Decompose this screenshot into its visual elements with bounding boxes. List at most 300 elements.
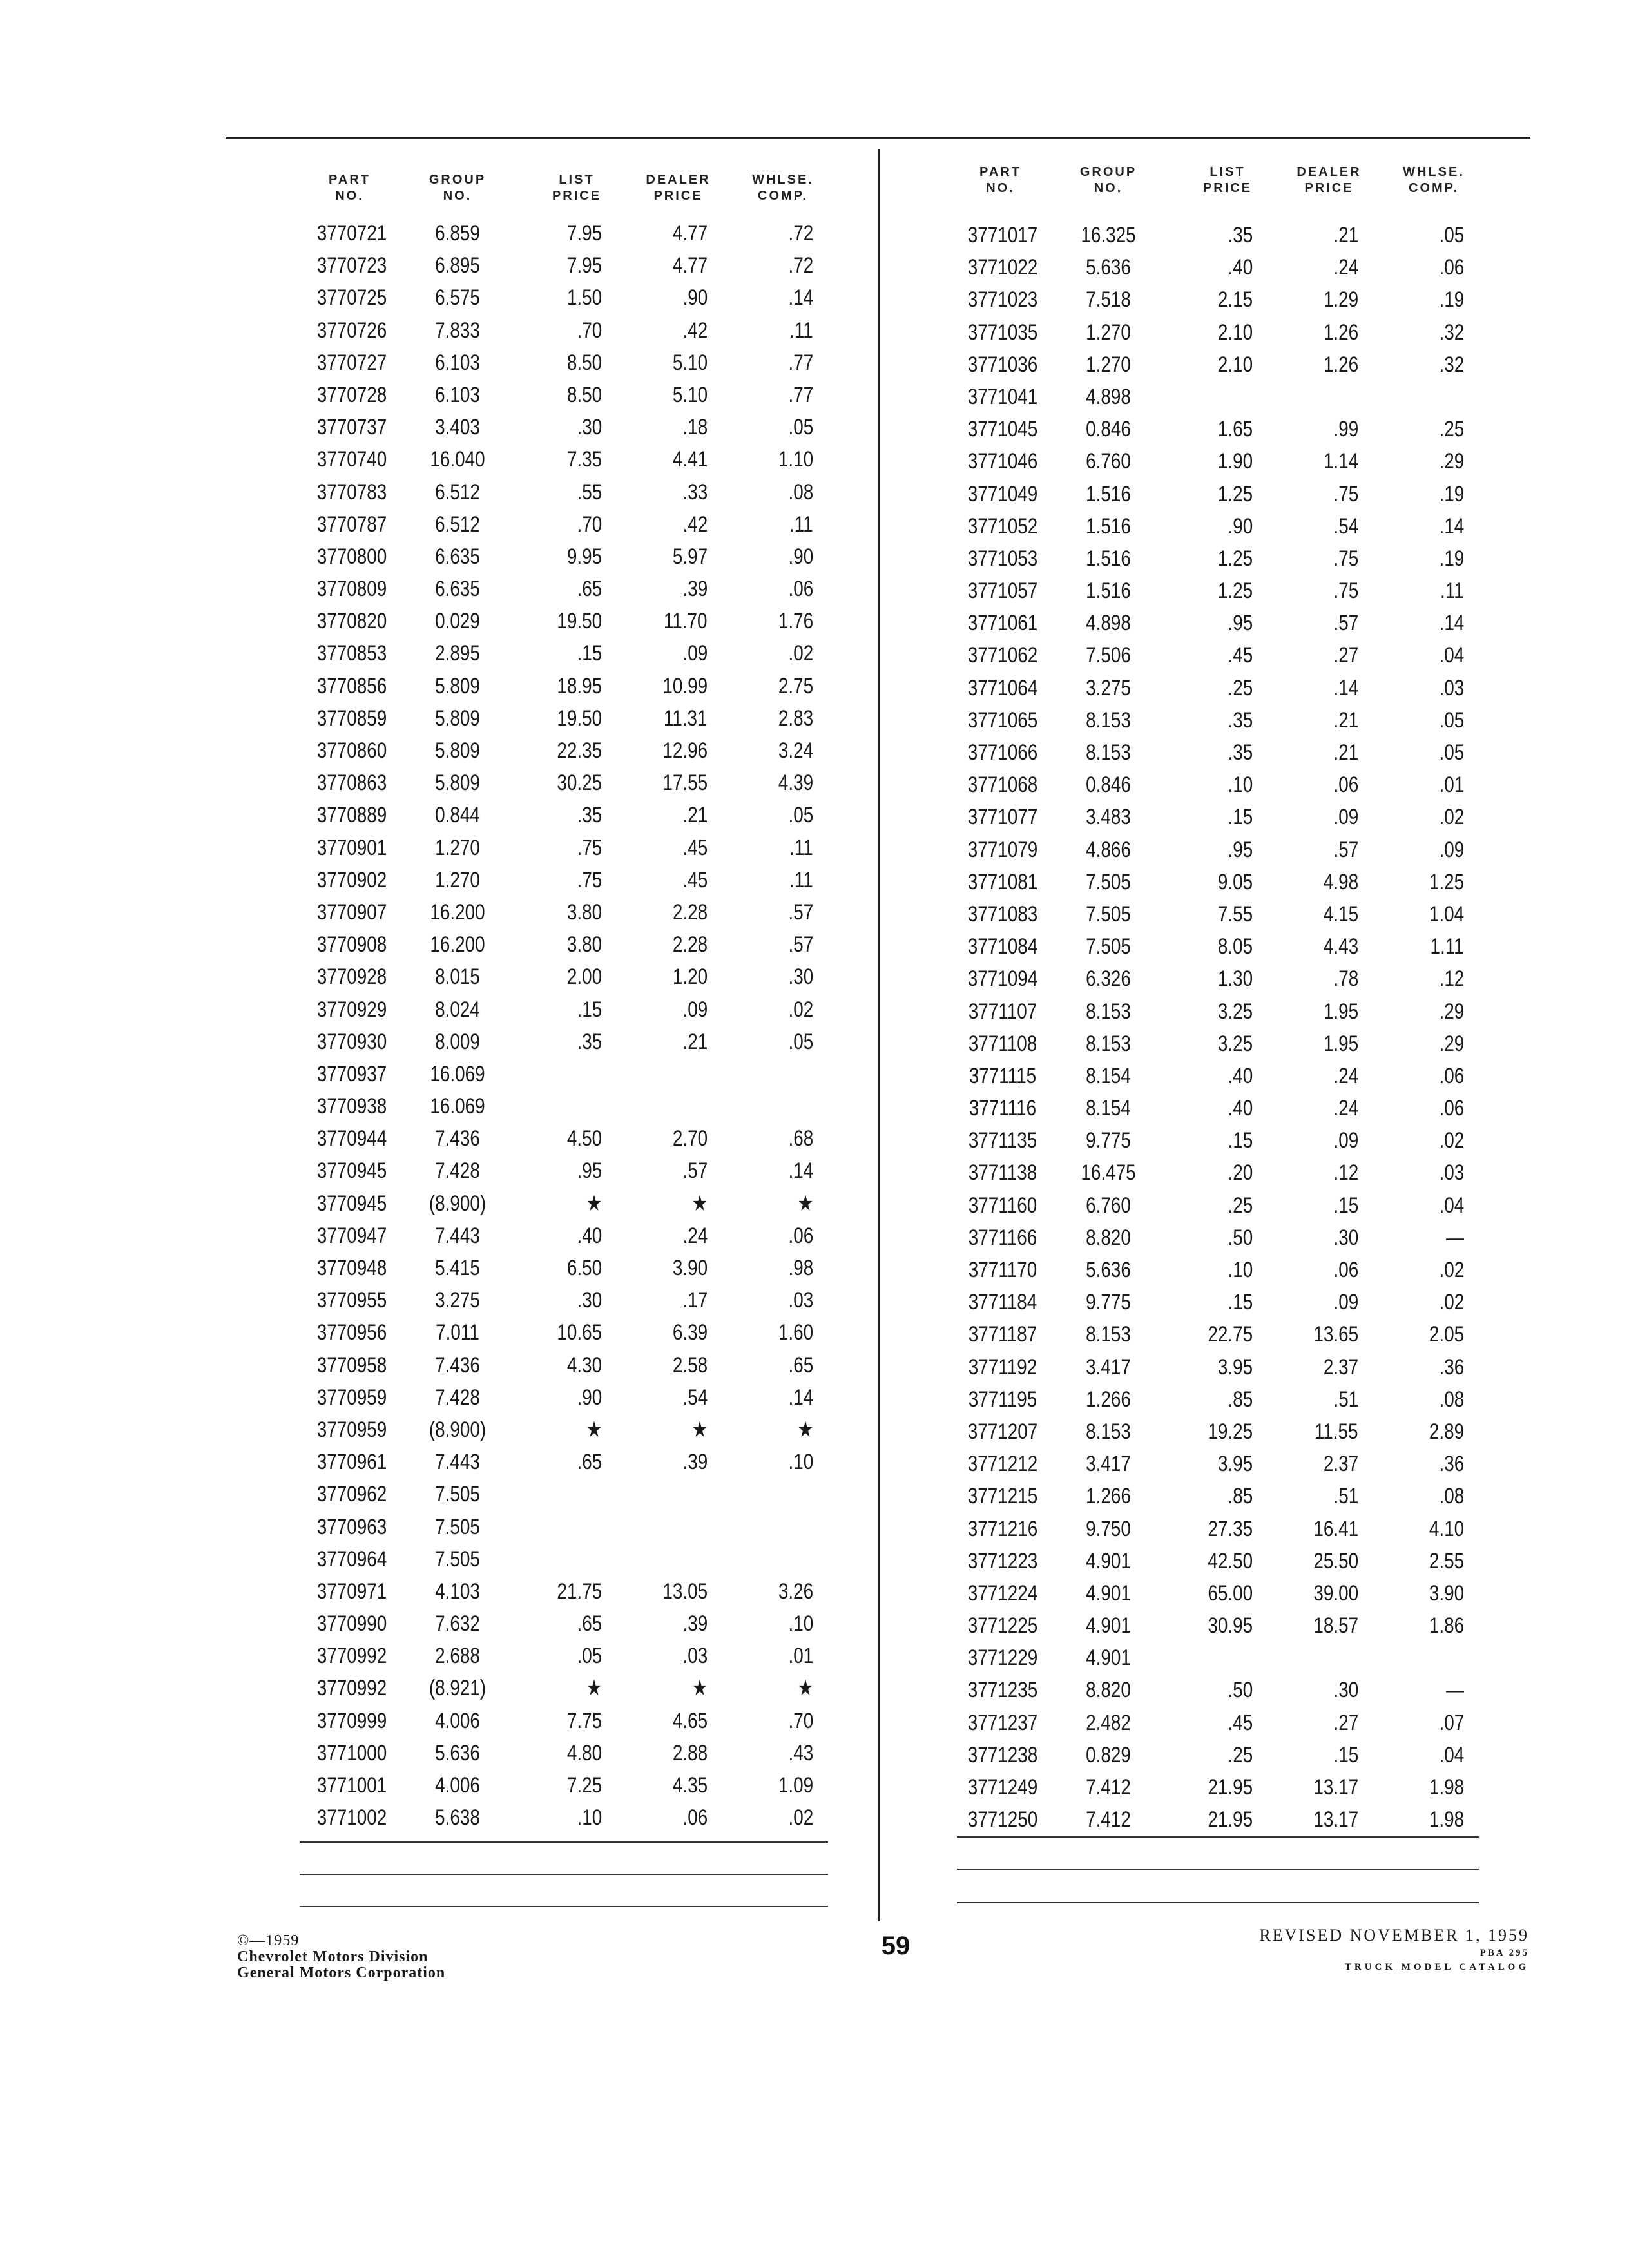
- group-number: 7.436: [435, 1126, 480, 1151]
- table-row: [303, 1187, 831, 1220]
- list-price: 1.90: [1217, 449, 1253, 474]
- part-number: 3771052: [967, 514, 1038, 539]
- group-number: 4.898: [1086, 611, 1131, 636]
- whlse-comp: 1.98: [1429, 1775, 1464, 1800]
- table-row: [303, 1575, 831, 1608]
- list-price: 1.25: [1217, 579, 1253, 604]
- whlse-comp: .06: [1439, 1063, 1464, 1088]
- dealer-price: 4.77: [672, 253, 708, 278]
- center-divider: [878, 149, 880, 1921]
- table-row: [954, 1157, 1482, 1189]
- table-row: [954, 1674, 1482, 1706]
- page-number: 59: [881, 1932, 911, 1960]
- list-price: .10: [577, 1805, 602, 1831]
- group-number: 2.688: [435, 1644, 480, 1669]
- whlse-comp: .10: [788, 1450, 813, 1475]
- list-price: 3.25: [1217, 999, 1253, 1024]
- whlse-comp: .12: [1439, 966, 1464, 992]
- table-row: [303, 605, 831, 637]
- part-number: 3770901: [316, 835, 387, 860]
- part-number: 3771229: [967, 1646, 1038, 1671]
- blank-ruled-line: [957, 1902, 1479, 1903]
- table-row: [303, 1284, 831, 1316]
- list-price: 2.10: [1217, 320, 1253, 345]
- table-row: [954, 672, 1482, 704]
- header-dealer-price: DEALER PRICE: [1296, 165, 1362, 195]
- whlse-comp: .08: [1439, 1484, 1464, 1509]
- part-number: 3770725: [316, 285, 387, 311]
- blank-ruled-line: [957, 1836, 1479, 1838]
- part-number: 3771041: [967, 384, 1038, 409]
- table-row: [954, 543, 1482, 575]
- dealer-price: 4.41: [672, 447, 708, 472]
- part-number: 3770728: [316, 382, 387, 407]
- group-number: 6.760: [1086, 1193, 1131, 1218]
- part-number: 3771107: [968, 999, 1037, 1024]
- group-number: 7.443: [435, 1450, 480, 1475]
- part-number: 3770721: [316, 221, 387, 245]
- group-number: 9.750: [1086, 1516, 1131, 1541]
- table-row: [303, 1122, 831, 1155]
- list-price: 4.80: [566, 1740, 602, 1765]
- dealer-price: .24: [1333, 1096, 1358, 1121]
- part-number: 3770930: [316, 1029, 387, 1054]
- part-number: 3771053: [967, 546, 1038, 571]
- list-price: .65: [577, 1450, 602, 1475]
- part-number: 3770727: [316, 350, 387, 375]
- list-price: .65: [577, 577, 602, 602]
- part-number: 3771135: [968, 1128, 1037, 1153]
- dealer-price: 4.98: [1323, 869, 1358, 894]
- group-number: 16.325: [1081, 223, 1136, 247]
- part-number: 3771235: [967, 1678, 1038, 1703]
- table-row: [303, 1478, 831, 1510]
- group-number: 4.898: [1086, 384, 1131, 409]
- group-number: 1.270: [1086, 352, 1131, 377]
- table-row: [303, 767, 831, 799]
- dealer-price: .06: [682, 1805, 708, 1831]
- table-row: [954, 575, 1482, 607]
- list-price: .85: [1228, 1484, 1253, 1509]
- group-number: 6.512: [435, 512, 480, 537]
- table-row: [954, 284, 1482, 316]
- group-number: 0.029: [435, 609, 480, 634]
- dealer-price: 4.35: [672, 1773, 708, 1798]
- header-whlse-comp: WHLSE. COMP.: [752, 173, 814, 203]
- part-number: 3771160: [968, 1193, 1037, 1218]
- group-number: 3.417: [1086, 1354, 1131, 1379]
- whlse-comp: .02: [1439, 1290, 1464, 1315]
- list-price: .35: [577, 1029, 602, 1054]
- whlse-comp: .09: [1439, 837, 1464, 862]
- whlse-comp: .14: [1439, 514, 1464, 539]
- table-row: [954, 736, 1482, 769]
- list-price: .75: [577, 867, 602, 892]
- table-row: [954, 219, 1482, 251]
- group-number: 0.829: [1086, 1742, 1131, 1767]
- group-number: 6.635: [435, 577, 480, 602]
- group-number: 1.270: [435, 867, 480, 892]
- blank-ruled-line: [300, 1841, 828, 1843]
- whlse-comp: .32: [1439, 320, 1464, 345]
- whlse-comp: .57: [788, 932, 813, 957]
- table-row: [303, 1511, 831, 1543]
- dealer-price: 2.58: [672, 1352, 708, 1378]
- dealer-price: 10.99: [662, 673, 708, 698]
- table-row: [303, 832, 831, 864]
- whlse-comp: 3.26: [778, 1579, 813, 1604]
- whlse-comp: ★: [797, 1191, 813, 1216]
- whlse-comp: .70: [788, 1708, 813, 1733]
- dealer-price: .75: [1333, 579, 1358, 604]
- group-number: 3.275: [435, 1288, 480, 1313]
- left-table-rows: [303, 217, 831, 1834]
- dealer-price: .90: [682, 285, 708, 311]
- dealer-price: 16.41: [1313, 1516, 1358, 1541]
- group-number: 3.483: [1086, 805, 1131, 830]
- group-number: 5.809: [435, 738, 480, 763]
- list-price: 30.95: [1208, 1613, 1253, 1639]
- table-row: [954, 1480, 1482, 1512]
- whlse-comp: .01: [788, 1644, 813, 1669]
- whlse-comp: .06: [1439, 255, 1464, 280]
- table-row: [303, 1705, 831, 1737]
- list-price: 4.30: [566, 1352, 602, 1378]
- group-number: 5.636: [435, 1740, 480, 1765]
- dealer-price: .21: [682, 803, 708, 828]
- list-price: 19.50: [557, 706, 602, 731]
- table-row: [954, 510, 1482, 543]
- group-number: 7.011: [436, 1320, 479, 1345]
- header-list-price: LIST PRICE: [552, 173, 602, 203]
- whlse-comp: .03: [1439, 1160, 1464, 1186]
- part-number: 3770963: [316, 1514, 387, 1539]
- list-price: 7.25: [566, 1773, 602, 1798]
- group-number: 8.153: [1086, 707, 1131, 733]
- part-number: 3771036: [967, 352, 1038, 377]
- group-number: 0.846: [1086, 773, 1131, 798]
- group-number: 7.833: [435, 318, 480, 343]
- whlse-comp: 1.98: [1429, 1807, 1464, 1832]
- part-number: 3771065: [967, 707, 1038, 733]
- whlse-comp: .72: [788, 253, 813, 278]
- list-price: 19.50: [557, 609, 602, 634]
- list-price: .85: [1228, 1387, 1253, 1412]
- dealer-price: .39: [682, 1611, 708, 1637]
- part-number: 3770937: [316, 1061, 387, 1086]
- whlse-comp: .04: [1439, 643, 1464, 668]
- table-row: [303, 1543, 831, 1575]
- whlse-comp: .07: [1439, 1710, 1464, 1735]
- table-row: [954, 1124, 1482, 1157]
- whlse-comp: .30: [788, 965, 813, 990]
- dealer-price: 1.14: [1323, 449, 1358, 474]
- table-row: [954, 801, 1482, 833]
- dealer-price: .27: [1333, 1710, 1358, 1735]
- dealer-price: ★: [691, 1417, 708, 1442]
- table-row: [303, 443, 831, 476]
- list-price: .10: [1228, 773, 1253, 798]
- table-row: [954, 1739, 1482, 1771]
- list-price: .90: [577, 1385, 602, 1410]
- table-row: [303, 1252, 831, 1284]
- dealer-price: .45: [682, 835, 708, 860]
- table-row: [954, 1286, 1482, 1318]
- whlse-comp: 3.24: [778, 738, 813, 763]
- part-number: 3771062: [967, 643, 1038, 668]
- list-price: 19.25: [1208, 1419, 1253, 1444]
- part-number: 3770929: [316, 997, 387, 1022]
- group-number: 6.895: [435, 253, 480, 278]
- part-number: 3770853: [316, 641, 387, 666]
- list-price: .25: [1228, 675, 1253, 700]
- table-row: [954, 413, 1482, 445]
- group-number: 7.506: [1086, 643, 1131, 668]
- pba-code: PBA 295: [1480, 1948, 1529, 1958]
- part-number: 3770737: [316, 415, 387, 440]
- dealer-price: 2.28: [672, 899, 708, 925]
- right-table-rows: [954, 219, 1482, 1836]
- table-row: [303, 928, 831, 961]
- list-price: 10.65: [557, 1320, 602, 1345]
- header-list-price: LIST PRICE: [1202, 165, 1253, 195]
- group-number: 7.505: [435, 1482, 480, 1507]
- part-number: 3770820: [316, 609, 387, 634]
- dealer-price: .21: [682, 1029, 708, 1054]
- list-price: 22.75: [1208, 1322, 1253, 1347]
- copyright-notice: ©—1959: [237, 1932, 300, 1949]
- list-price: .75: [577, 835, 602, 860]
- part-number: 3770990: [316, 1611, 387, 1637]
- list-price: .50: [1228, 1678, 1253, 1703]
- table-row: [303, 637, 831, 669]
- group-number: 7.443: [435, 1223, 480, 1248]
- table-row: [954, 316, 1482, 349]
- group-number: 6.635: [435, 544, 480, 569]
- part-number: 3771212: [967, 1452, 1038, 1477]
- part-number: 3770999: [316, 1708, 387, 1733]
- part-number: 3770945: [316, 1191, 387, 1216]
- part-number: 3771084: [967, 934, 1038, 959]
- table-row: [303, 799, 831, 831]
- group-number: 1.516: [1086, 481, 1131, 506]
- dealer-price: 1.29: [1323, 287, 1358, 312]
- part-number: 3771216: [967, 1516, 1038, 1541]
- whlse-comp: .03: [1439, 675, 1464, 700]
- list-price: .40: [1228, 1063, 1253, 1088]
- group-number: 7.412: [1086, 1807, 1131, 1832]
- dealer-price: .24: [1333, 255, 1358, 280]
- whlse-comp: 1.09: [778, 1773, 813, 1798]
- table-row: [303, 379, 831, 411]
- dealer-price: .15: [1333, 1193, 1358, 1218]
- dealer-price: .54: [1333, 514, 1358, 539]
- list-price: .40: [1228, 255, 1253, 280]
- group-number: 7.505: [1086, 869, 1131, 894]
- list-price: 8.05: [1217, 934, 1253, 959]
- part-number: 3771079: [967, 837, 1038, 862]
- group-number: 16.200: [430, 899, 485, 925]
- whlse-comp: .08: [1439, 1387, 1464, 1412]
- list-price: .35: [1228, 223, 1253, 247]
- dealer-price: .33: [682, 479, 708, 505]
- group-number: 7.436: [435, 1352, 480, 1378]
- whlse-comp: .05: [788, 1029, 813, 1054]
- table-row: [954, 251, 1482, 284]
- list-price: 1.25: [1217, 546, 1253, 571]
- list-price: .95: [1228, 837, 1253, 862]
- whlse-comp: .02: [1439, 1258, 1464, 1282]
- part-number: 3770955: [316, 1288, 387, 1313]
- part-number: 3771081: [967, 869, 1038, 894]
- whlse-comp: .08: [788, 479, 813, 505]
- list-price: 2.10: [1217, 352, 1253, 377]
- part-number: 3771001: [316, 1773, 387, 1798]
- dealer-price: .57: [682, 1158, 708, 1184]
- table-row: [954, 704, 1482, 736]
- group-number: 4.901: [1086, 1646, 1131, 1671]
- list-price: .70: [577, 512, 602, 537]
- dealer-price: 1.20: [672, 965, 708, 990]
- list-price: 7.55: [1217, 901, 1253, 927]
- part-number: 3771068: [967, 773, 1038, 798]
- whlse-comp: .06: [1439, 1096, 1464, 1121]
- group-number: 3.417: [1086, 1452, 1131, 1477]
- table-row: [303, 1414, 831, 1446]
- dealer-price: 17.55: [662, 771, 708, 796]
- list-price: 1.25: [1217, 481, 1253, 506]
- dealer-price: .12: [1333, 1160, 1358, 1186]
- list-price: ★: [586, 1676, 602, 1701]
- list-price: .15: [577, 997, 602, 1022]
- group-number: 2.895: [435, 641, 480, 666]
- dealer-price: .57: [1333, 837, 1358, 862]
- dealer-price: .09: [1333, 1128, 1358, 1153]
- table-row: [303, 314, 831, 347]
- list-price: 2.15: [1217, 287, 1253, 312]
- group-number: 6.103: [435, 350, 480, 375]
- part-number: 3771035: [967, 320, 1038, 345]
- list-price: 3.80: [566, 932, 602, 957]
- part-number: 3770723: [316, 253, 387, 278]
- dealer-price: 2.37: [1323, 1354, 1358, 1379]
- table-row: [303, 1769, 831, 1802]
- group-number: 4.006: [435, 1708, 480, 1733]
- table-row: [303, 670, 831, 702]
- table-row: [303, 702, 831, 735]
- dealer-price: 4.43: [1323, 934, 1358, 959]
- whlse-comp: .11: [789, 512, 813, 537]
- group-number: 6.760: [1086, 449, 1131, 474]
- part-number: 3771023: [967, 287, 1038, 312]
- list-price: .40: [1228, 1096, 1253, 1121]
- whlse-comp: .25: [1439, 417, 1464, 442]
- part-number: 3771061: [967, 611, 1038, 636]
- dealer-price: .39: [682, 577, 708, 602]
- dealer-price: 6.39: [672, 1320, 708, 1345]
- part-number: 3771049: [967, 481, 1038, 506]
- whlse-comp: 1.60: [778, 1320, 813, 1345]
- table-row: [954, 1803, 1482, 1836]
- part-number: 3770859: [316, 706, 387, 731]
- part-number: 3770992: [316, 1676, 387, 1701]
- whlse-comp: 4.39: [778, 771, 813, 796]
- list-price: 65.00: [1208, 1581, 1253, 1606]
- list-price: .70: [577, 318, 602, 343]
- table-row: [303, 1608, 831, 1640]
- whlse-comp: 1.25: [1429, 869, 1464, 894]
- dealer-price: .21: [1333, 740, 1358, 765]
- dealer-price: .75: [1333, 481, 1358, 506]
- dealer-price: .06: [1333, 773, 1358, 798]
- list-price: .95: [577, 1158, 602, 1184]
- blank-ruled-line: [300, 1906, 828, 1907]
- whlse-comp: .10: [788, 1611, 813, 1637]
- whlse-comp: —: [1446, 1225, 1464, 1250]
- part-number: 3771223: [967, 1548, 1038, 1573]
- part-number: 3770902: [316, 867, 387, 892]
- dealer-price: .51: [1333, 1387, 1358, 1412]
- whlse-comp: .36: [1439, 1452, 1464, 1477]
- table-row: [954, 1222, 1482, 1254]
- list-price: .45: [1228, 1710, 1253, 1735]
- list-price: 21.95: [1208, 1775, 1253, 1800]
- part-number: 3771017: [967, 223, 1038, 247]
- part-number: 3771184: [968, 1290, 1037, 1315]
- list-price: .40: [577, 1223, 602, 1248]
- group-number: 3.275: [1086, 675, 1131, 700]
- part-number: 3771077: [967, 805, 1038, 830]
- dealer-price: .21: [1333, 223, 1358, 247]
- dealer-price: 5.97: [672, 544, 708, 569]
- whlse-comp: .05: [788, 803, 813, 828]
- dealer-price: 13.65: [1313, 1322, 1358, 1347]
- table-row: [303, 541, 831, 573]
- group-number: 9.775: [1086, 1290, 1131, 1315]
- list-price: .15: [1228, 1128, 1253, 1153]
- table-row: [303, 411, 831, 443]
- part-number: 3770860: [316, 738, 387, 763]
- table-row: [954, 478, 1482, 510]
- table-row: [303, 735, 831, 767]
- list-price: .25: [1228, 1742, 1253, 1767]
- dealer-price: 4.77: [672, 221, 708, 245]
- group-number: 8.820: [1086, 1225, 1131, 1250]
- dealer-price: .45: [682, 867, 708, 892]
- part-number: 3770928: [316, 965, 387, 990]
- list-price: 8.50: [566, 382, 602, 407]
- list-price: .10: [1228, 1258, 1253, 1282]
- dealer-price: .54: [682, 1385, 708, 1410]
- table-row: [303, 476, 831, 508]
- group-number: 8.009: [435, 1029, 480, 1054]
- dealer-price: .30: [1333, 1678, 1358, 1703]
- part-number: 3770948: [316, 1256, 387, 1280]
- part-number: 3770961: [316, 1450, 387, 1475]
- whlse-comp: .19: [1439, 287, 1464, 312]
- part-number: 3771237: [967, 1710, 1038, 1735]
- part-number: 3771064: [967, 675, 1038, 700]
- list-price: 21.75: [557, 1579, 602, 1604]
- group-number: 8.015: [435, 965, 480, 990]
- table-row: [954, 1318, 1482, 1350]
- group-number: 7.428: [435, 1385, 480, 1410]
- part-number: 3770908: [316, 932, 387, 957]
- group-number: 1.270: [435, 835, 480, 860]
- group-number: 0.844: [435, 803, 480, 828]
- group-number: 6.103: [435, 382, 480, 407]
- part-number: 3770938: [316, 1094, 387, 1119]
